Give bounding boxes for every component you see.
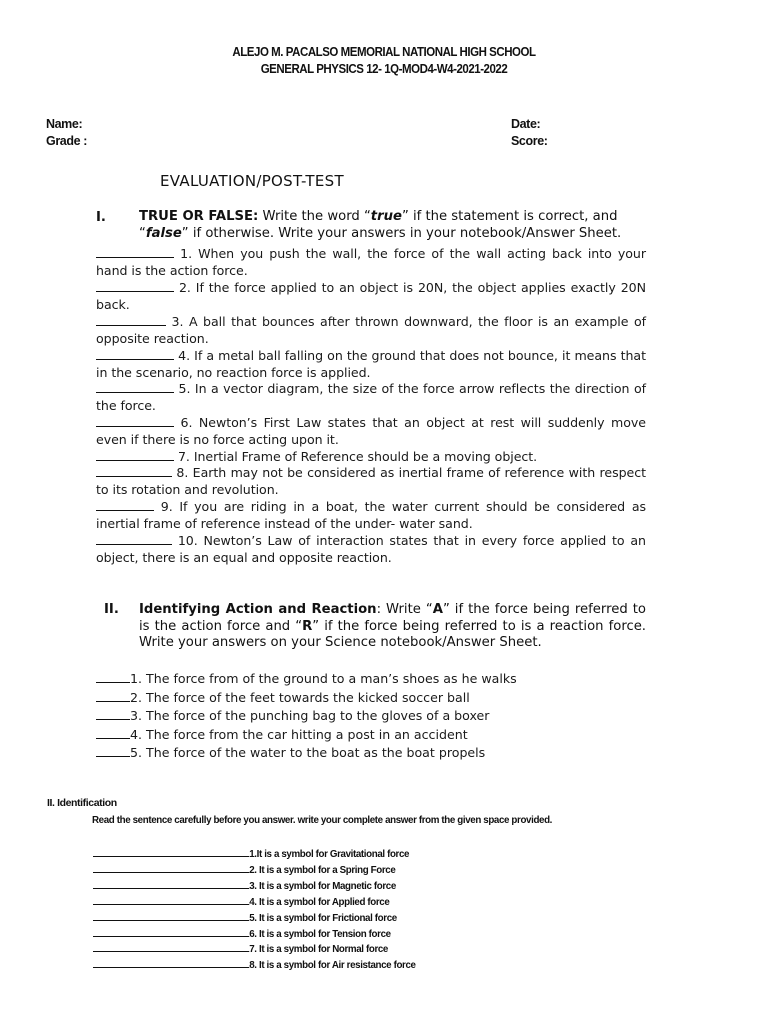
identification-item-text: 1.It is a symbol for Gravitational force [249,848,410,860]
action-reaction-item-text: 3. The force of the punching bag to the gloves of a boxer [130,708,490,724]
grade-label: Grade : [46,134,87,148]
tf-item-text: 1. When you push the wall, the force of the wall acting back into your hand is the action force. [96,246,646,278]
tf-item-text: 10. Newton’s Law of interaction states that in every force applied to an object, there is an equal and opposite reaction. [96,533,646,565]
date-label: Date: [511,117,541,131]
answer-blank[interactable] [96,533,172,545]
tf-item-text: 3. A ball that bounces after thrown downward, the floor is an example of opposite reaction. [96,314,646,346]
answer-blank[interactable] [93,894,249,905]
tf-item-text: 5. In a vector diagram, the size of the force arrow reflects the direction of the force. [96,381,646,413]
action-reaction-item [96,727,468,743]
identification-item [93,894,389,908]
identification-item [93,910,397,924]
tf-item [96,533,646,567]
answer-blank[interactable] [96,314,166,326]
name-label: Name: [46,117,83,131]
answer-blank[interactable] [93,878,249,889]
identification-item-text: 4. It is a symbol for Applied force [249,895,390,908]
tf-item [96,415,646,449]
subject-code: GENERAL PHYSICS 12- 1Q-MOD4-W4-2021-2022 [260,62,508,76]
section1-instructions: TRUE OR FALSE: Write the word “true” if the statement is correct, and “false” if otherwise. Write your answers in your notebook/Answer Sheet. [139,209,622,241]
answer-blank[interactable] [96,280,174,292]
answer-blank[interactable] [96,499,154,511]
answer-blank[interactable] [93,926,249,937]
section1-roman: I. [96,210,106,225]
answer-blank[interactable] [93,957,249,968]
action-reaction-item [96,671,517,687]
answer-blank[interactable] [96,708,130,720]
tf-item-text: 8. Earth may not be considered as inertial frame of reference with respect to its rotation and revolution. [96,465,646,497]
page-title: EVALUATION/POST-TEST [160,172,344,190]
section3-instruction: Read the sentence carefully before you answer. write your complete answer from the given space provided. [92,814,553,826]
answer-blank[interactable] [96,381,174,393]
tf-item [96,449,646,466]
identification-item [93,862,395,876]
section2-roman: II. [104,602,119,617]
answer-blank[interactable] [96,449,174,461]
tf-item [96,348,646,382]
identification-item [93,941,388,955]
answer-blank[interactable] [96,690,130,702]
tf-item [96,314,646,348]
tf-item-text: 6. Newton’s First Law states that an object at rest will suddenly move even if there is no force acting upon it. [96,415,646,447]
action-reaction-item-text: 2. The force of the feet towards the kicked soccer ball [130,689,470,705]
tf-item-text: 7. Inertial Frame of Reference should be a moving object. [177,449,538,464]
answer-blank[interactable] [96,465,172,477]
answer-blank[interactable] [96,727,130,739]
identification-item-text: 7. It is a symbol for Normal force [249,943,388,956]
answer-blank[interactable] [96,348,174,360]
identification-item [93,926,391,940]
section2-instructions: Identifying Action and Reaction: Write “A” if the force being referred to is the action force and “R” if the force being referred to is a reaction force. Write your answers on your Science notebook/Answer Sheet. [139,602,647,651]
action-reaction-item [96,708,489,724]
action-reaction-item-text: 1. The force from of the ground to a man’s shoes as he walks [130,671,517,686]
identification-item [93,878,396,892]
tf-item [96,381,646,415]
answer-blank[interactable] [96,246,174,258]
section2-heading: Identifying Action and Reaction [139,602,377,617]
identification-item-text: 6. It is a symbol for Tension force [249,927,391,940]
tf-item [96,246,646,280]
tf-item-text: 2. If the force applied to an object is 20N, the object applies exactly 20N back. [96,280,646,312]
tf-item [96,499,646,533]
identification-item-text: 8. It is a symbol for Air resistance force [249,959,416,972]
action-reaction-item-text: 4. The force from the car hitting a post in an accident [130,726,468,742]
score-label: Score: [511,134,548,148]
identification-item [93,846,409,860]
answer-blank[interactable] [96,671,130,683]
action-reaction-item [96,745,485,761]
identification-item-text: 5. It is a symbol for Frictional force [249,911,397,924]
answer-blank[interactable] [93,846,249,857]
action-reaction-item [96,690,470,706]
section3-heading: II. Identification [47,797,117,809]
answer-blank[interactable] [96,745,130,757]
tf-item-text: 4. If a metal ball falling on the ground that does not bounce, it means that in the scenario, no reaction force is applied. [96,348,646,380]
section1-heading: TRUE OR FALSE: [139,209,259,224]
identification-item-text: 2. It is a symbol for a Spring Force [249,863,396,876]
identification-item [93,957,416,971]
tf-item-text: 9. If you are riding in a boat, the water current should be considered as inertial frame of reference instead of the under- water sand. [96,499,646,531]
tf-item [96,280,646,314]
answer-blank[interactable] [93,910,249,921]
school-name: ALEJO M. PACALSO MEMORIAL NATIONAL HIGH SCHOOL [232,45,536,59]
tf-item [96,465,646,499]
identification-item-text: 3. It is a symbol for Magnetic force [249,879,396,892]
answer-blank[interactable] [93,941,249,952]
answer-blank[interactable] [96,415,174,427]
action-reaction-item-text: 5. The force of the water to the boat as the boat propels [130,745,486,761]
answer-blank[interactable] [93,862,249,873]
